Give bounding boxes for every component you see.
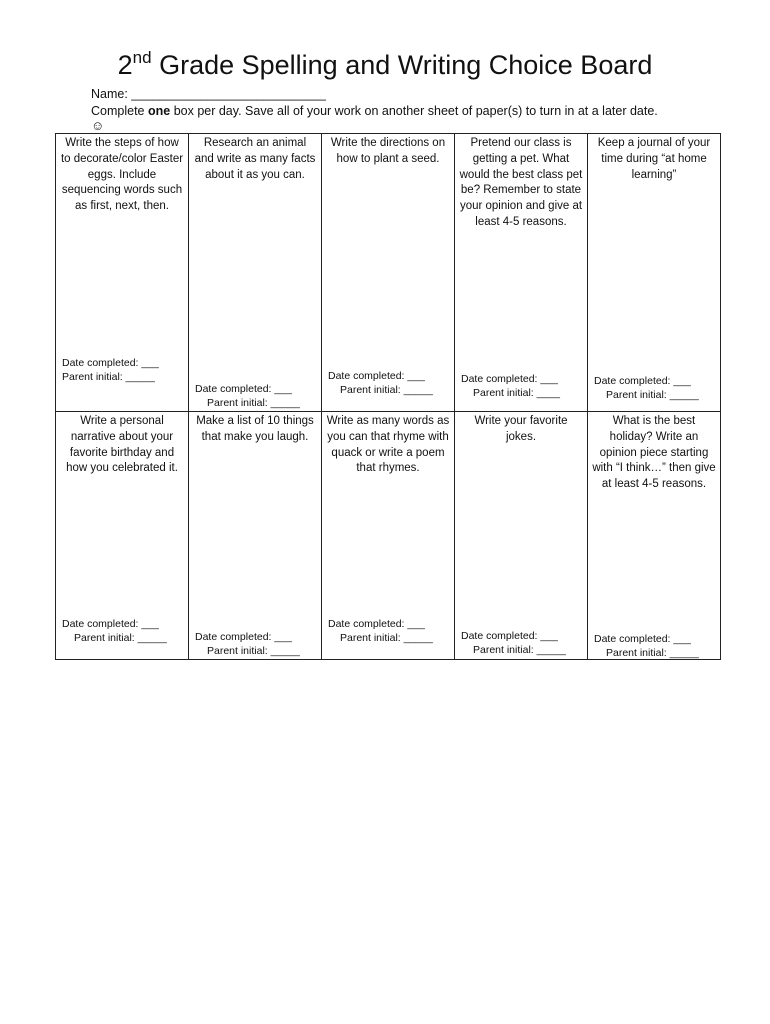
title-number: 2 <box>117 50 133 80</box>
parent-initial-label: Parent initial: ____ <box>473 387 560 399</box>
parent-initial-label: Parent initial: _____ <box>340 384 433 396</box>
task-prompt: Write the steps of how to decorate/color Easter eggs. Include sequencing words such as first, next, then. <box>60 137 184 213</box>
completion-record <box>328 617 433 645</box>
date-completed-label: Date completed: ___ <box>195 383 292 395</box>
board-row-2 <box>56 412 721 660</box>
completion-record <box>62 356 159 384</box>
board-cell <box>322 134 455 412</box>
choice-board <box>55 133 721 660</box>
name-line: Name: ____________________________ <box>91 87 326 101</box>
instructions-start: Complete <box>91 104 148 118</box>
parent-initial-label: Parent initial: _____ <box>207 397 300 409</box>
instructions-end: box per day. Save all of your work on another sheet of paper(s) to turn in at a later date. <box>170 104 658 118</box>
title-ordinal-suffix: nd <box>132 48 152 67</box>
parent-initial-label: Parent initial: _____ <box>606 389 699 401</box>
date-completed-label: Date completed: ___ <box>594 375 691 387</box>
board-cell <box>189 412 322 660</box>
parent-initial-label: Parent initial: _____ <box>74 632 167 644</box>
title-text: Grade Spelling and Writing Choice Board <box>151 50 653 80</box>
date-completed-label: Date completed: ___ <box>461 630 558 642</box>
parent-initial-label: Parent initial: _____ <box>473 644 566 656</box>
date-completed-label: Date completed: ___ <box>328 618 425 630</box>
completion-record <box>195 382 300 410</box>
completion-record <box>328 369 433 397</box>
date-completed-label: Date completed: ___ <box>195 631 292 643</box>
completion-record <box>594 374 699 402</box>
board-row-1 <box>56 134 721 412</box>
board-cell <box>56 134 189 412</box>
board-cell <box>588 134 721 412</box>
page-title <box>0 47 770 83</box>
completion-record <box>461 629 566 657</box>
date-completed-label: Date completed: ___ <box>594 633 691 645</box>
task-prompt: Keep a journal of your time during “at home learning” <box>597 137 711 181</box>
board-cell <box>455 134 588 412</box>
completion-record <box>195 630 300 658</box>
parent-initial-label: Parent initial: _____ <box>606 647 699 659</box>
date-completed-label: Date completed: ___ <box>328 370 425 382</box>
completion-record <box>461 372 560 400</box>
parent-initial-label: Parent initial: _____ <box>340 632 433 644</box>
task-prompt: Research an animal and write as many facts about it as you can. <box>194 137 316 181</box>
task-prompt: Make a list of 10 things that make you laugh. <box>196 415 314 443</box>
board-cell <box>588 412 721 660</box>
completion-record <box>62 617 167 645</box>
task-prompt: Pretend our class is getting a pet. What would the best class pet be? Remember to state your opinion and give at least 4-5 reasons. <box>459 137 583 228</box>
completion-record <box>594 632 699 660</box>
task-prompt: Write as many words as you can that rhyme with quack or write a poem that rhymes. <box>326 415 450 475</box>
smiley-icon: ☺ <box>91 118 105 133</box>
instructions-emphasis: one <box>147 104 171 118</box>
board-cell <box>455 412 588 660</box>
instructions <box>91 103 658 119</box>
task-prompt: What is the best holiday? Write an opinion piece starting with “I think…” then give at least 4-5 reasons. <box>592 415 716 491</box>
board-cell <box>322 412 455 660</box>
parent-initial-label: Parent initial: _____ <box>62 371 155 383</box>
board-cell <box>189 134 322 412</box>
date-completed-label: Date completed: ___ <box>62 618 159 630</box>
parent-initial-label: Parent initial: _____ <box>207 645 300 657</box>
task-prompt: Write a personal narrative about your favorite birthday and how you celebrated it. <box>66 415 178 475</box>
board-cell <box>56 412 189 660</box>
task-prompt: Write your favorite jokes. <box>474 415 568 443</box>
date-completed-label: Date completed: ___ <box>461 373 558 385</box>
date-completed-label: Date completed: ___ <box>62 357 159 369</box>
task-prompt: Write the directions on how to plant a seed. <box>330 137 446 165</box>
